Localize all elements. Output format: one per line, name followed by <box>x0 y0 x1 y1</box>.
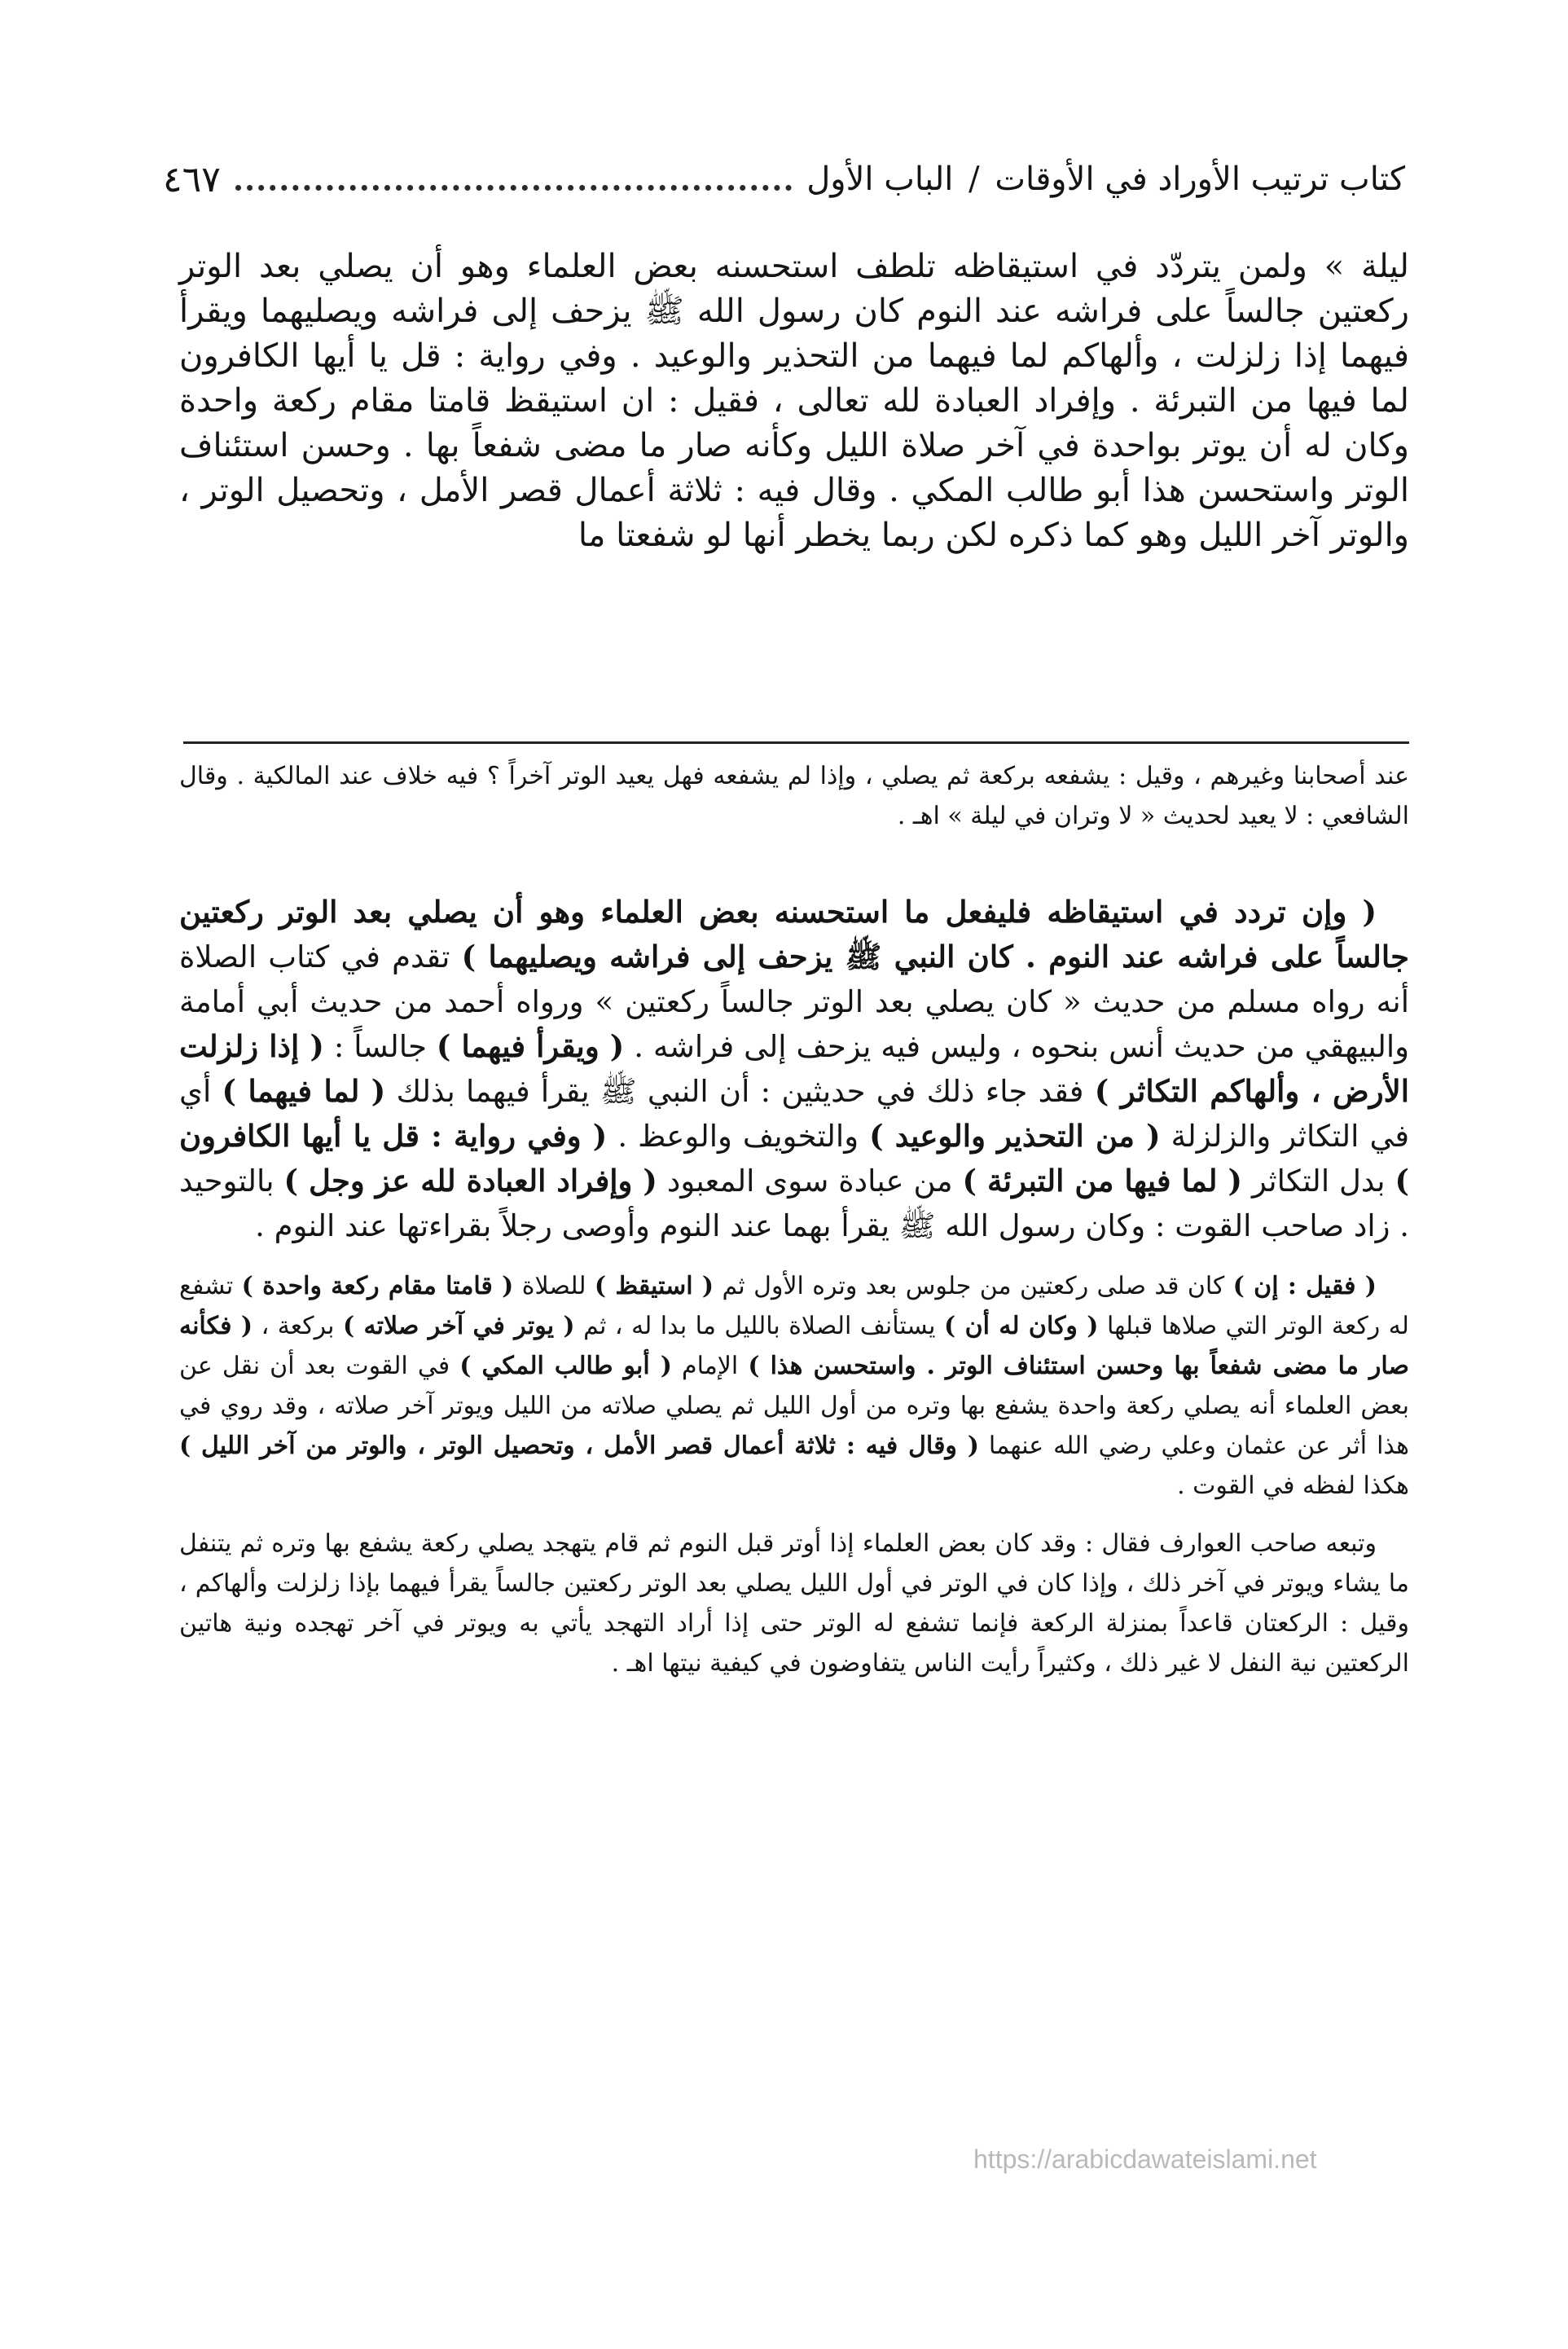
footnote: عند أصحابنا وغيرهم ، وقيل : يشفعه بركعة ثم يصلي ، وإذا لم يشفعه فهل يعيد الوتر آخراً ؟ فيه خلاف عند المالكية . وقال الشافعي : لا يعيد لحديث « لا وتران في ليلة » اهـ . <box>179 762 1409 830</box>
commentary-text: يستأنف الصلاة بالليل ما بدا له ، ثم <box>583 1312 936 1340</box>
commentary-quote: ( لما فيها من التبرئة ) <box>962 1163 1243 1199</box>
commentary-quote: ( إذا زلزلت الأرض ، وألهاكم التكاثر ) <box>179 1028 1409 1109</box>
commentary-quote: ( أبو طالب المكي ) <box>459 1352 672 1380</box>
commentary-quote: ( فقيل : إن ) <box>1232 1272 1377 1300</box>
commentary-text: فقد جاء ذلك في حديثين : أن النبي ﷺ يقرأ فيهما بذلك <box>396 1074 1084 1109</box>
commentary-quote: ( من التحذير والوعيد ) <box>869 1118 1161 1154</box>
page-number: ٤٦٧ <box>163 158 221 200</box>
commentary-quote: ( يوتر في آخر صلاته ) <box>342 1312 575 1340</box>
running-title-book: كتاب ترتيب الأوراد في الأوقات <box>995 161 1405 198</box>
commentary-text: والتخويف والوعظ . <box>617 1119 859 1154</box>
page-header <box>163 143 1405 216</box>
commentary-text: كان قد صلى ركعتين من جلوس بعد وتره الأول ثم <box>722 1272 1225 1300</box>
header-dot-leader <box>235 185 792 191</box>
commentary-paragraph-1 <box>179 890 1409 1248</box>
commentary-quote: ( وفي رواية : قل يا أيها الكافرون ) <box>179 1118 1410 1199</box>
commentary-text: في القوت بعد أن نقل عن بعض العلماء أنه يصلي ركعة واحدة يشفع بها وتره من أول الليل ثم يصلي صلاته من الليل ويوتر آخر صلاته ، وقد روي في هذا أثر عن عثمان وعلي رضي الله عنهما <box>179 1352 1409 1460</box>
commentary-text: تقدم في كتاب الصلاة أنه رواه مسلم من حديث « كان يصلي بعد الوتر جالساً ركعتين » ورواه أحمد من حديث أبي أمامة والبيهقي من حديث أنس بنحوه ، وليس فيه يزحف إلى فراشه . <box>179 939 1410 1064</box>
commentary-text: بدل التكاثر <box>1251 1164 1386 1199</box>
commentary-quote: ( وإن تردد في استيقاظه فليفعل ما استحسنه بعض العلماء وهو أن يصلي بعد الوتر ركعتين جالساً على فراشه عند النوم . كان النبي ﷺ يزحف إلى فراشه ويصليهما ) <box>179 894 1409 974</box>
commentary-quote: ( استيقظ ) <box>594 1272 714 1300</box>
commentary-paragraph-2 <box>179 1266 1409 1506</box>
commentary-quote: ( وإفراد العبادة لله عز وجل ) <box>283 1163 657 1199</box>
running-title-separator: / <box>968 161 980 198</box>
commentary-text: بالتوحيد . زاد صاحب القوت : وكان رسول الله ﷺ يقرأ بهما عند النوم وأوصى رجلاً بقراءتها عند النوم . <box>179 1164 1409 1243</box>
commentary-text: للصلاة <box>521 1272 586 1300</box>
main-text: ليلة » ولمن يتردّد في استيقاظه تلطف استحسنه بعض العلماء وهو أن يصلي بعد الوتر ركعتين جالساً على فراشه عند النوم كان رسول الله ﷺ يزحف إلى فراشه ويصليهما ويقرأ فيهما إذا زلزلت ، وألهاكم لما فيهما من التحذير والوعيد . وفي رواية : قل يا أيها الكافرون لما فيها من التبرئة . وإفراد العبادة لله تعالى ، فقيل : ان استيقظ قامتا مقام ركعة واحدة وكان له أن يوتر بواحدة في آخر صلاة الليل وكأنه صار ما مضى شفعاً بها . وحسن استئناف الوتر واستحسن هذا أبو طالب المكي . وقال فيه : ثلاثة أعمال قصر الأمل ، وتحصيل الوتر ، والوتر آخر الليل وهو كما ذكره لكن ربما يخطر أنها لو شفعتا ما <box>179 248 1409 554</box>
commentary-quote: ( قامتا مقام ركعة واحدة ) <box>241 1272 514 1300</box>
commentary-paragraph-3: وتبعه صاحب العوارف فقال : وقد كان بعض العلماء إذا أوتر قبل النوم ثم قام يتهجد يصلي ركعة يشفع بها وتره ثم يتنفل ما يشاء ويوتر في آخر ذلك ، وإذا كان في الوتر في أول الليل يصلي بعد الوتر ركعتين جالساً يقرأ فيهما بإذا زلزلت وألهاكم ، وقيل : الركعتان قاعداً بمنزلة الركعة فإنما تشفع له الوتر حتى إذا أراد التهجد يأتي به ويوتر في آخر تهجده ونية هاتين الركعتين نية النفل لا غير ذلك ، وكثيراً رأيت الناس يتفاوضون في كيفية نيتها اهـ . <box>179 1529 1409 1678</box>
commentary <box>179 890 1409 1701</box>
commentary-text: من عبادة سوى المعبود <box>666 1164 953 1199</box>
commentary-quote: ( وقال فيه : ثلاثة أعمال قصر الأمل ، وتحصيل الوتر ، والوتر من آخر الليل ) <box>179 1432 979 1460</box>
commentary-text: تشفع له ركعة الوتر التي صلاها قبلها <box>179 1272 1409 1340</box>
commentary-quote: ( ويقرأ فيهما ) <box>436 1028 625 1064</box>
commentary-text: أي في التكاثر والزلزلة <box>179 1074 1410 1154</box>
commentary-quote: ( فكأنه صار ما مضى شفعاً بها وحسن استئناف الوتر . واستحسن هذا ) <box>179 1312 1409 1380</box>
commentary-text: الإمام <box>682 1352 739 1380</box>
watermark-url: https://arabicdawateislami.net <box>973 2144 1317 2174</box>
footnote-divider <box>183 741 1409 744</box>
commentary-text: بركعة ، <box>261 1312 335 1340</box>
commentary-text: جالساً : <box>333 1029 427 1064</box>
running-title <box>806 161 1405 198</box>
commentary-text: هكذا لفظه في القوت . <box>1177 1471 1409 1500</box>
commentary-quote: ( وكان له أن ) <box>943 1312 1099 1340</box>
commentary-quote: ( لما فيهما ) <box>222 1073 386 1109</box>
running-title-chapter: الباب الأول <box>806 161 954 198</box>
